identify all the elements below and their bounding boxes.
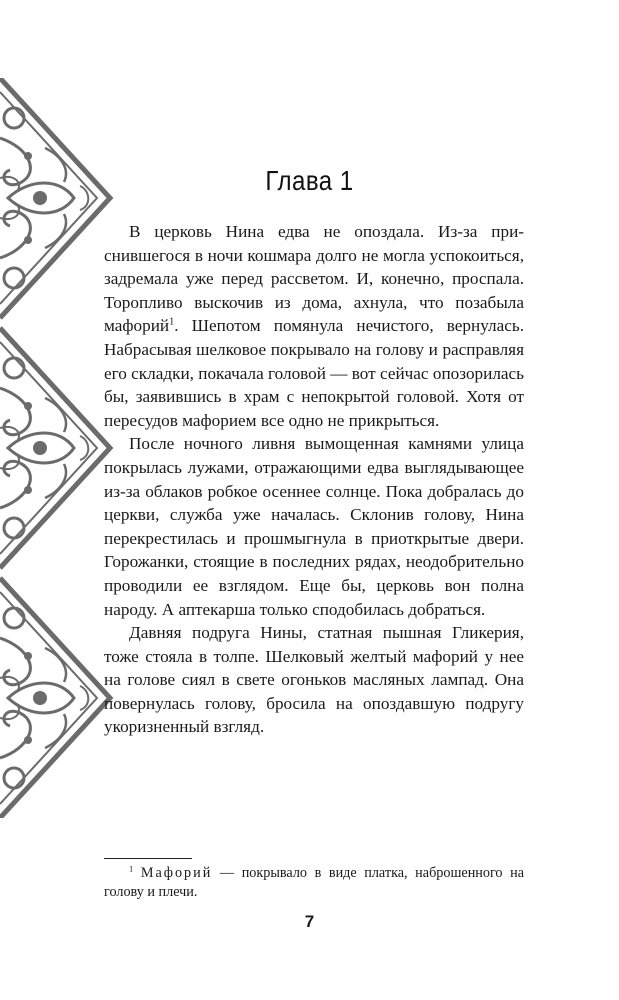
paragraph-2: После ночного ливня вымощенная камнями улица покрылась лужами, отражающими едва выглядывающее из-за облаков робкое осеннее солнце. Пока добралась до церкви, служба уже началась. Склонив голову, Нина перекрестилась и прошмыгнула в приоткрытые двери. Горожанки, стоящие в последних рядах, неодобрительно проводили ее взглядом. Еще бы, церковь вон полна народу. А аптекарша только сподобилась добраться. [104,434,524,619]
chapter-title: Глава 1 [265,165,354,196]
paragraph-1 [104,220,524,432]
footnote [104,864,524,902]
paragraph-1-text-b: . Шепотом помянула нечистого, вернулась. Набрасывая шелковое покрывало на голову и расправляя его складки, покачала головой — вот сейчас опозорилась бы, заявившись в храм с непокрытой головой. Хотя от пересудов мафорием все одно не прикрыться. [104,316,524,430]
page-number: 7 [304,912,315,931]
chapter-body [104,220,524,739]
footnote-mark: 1 [129,863,134,874]
footnote-text: — покрывало в виде платка, наброшенного на голову и плечи. [104,865,525,900]
footnote-term: Мафорий [140,865,213,881]
paragraph-1-text-a: В церковь Нина едва не опоздала. Из-за приснившегося в ночи кошмара долго не могла успокоиться, задремала уже перед рассветом. И, конечно, проспала. Торопливо выскочив из дома, ахнула, что позабыла мафорий [104,222,524,336]
paragraph-3: Давняя подруга Нины, статная пышная Гликерия, тоже стояла в толпе. Шелковый желтый мафорий у нее на голове сиял в свете огоньков масляных лампад. Она повернулась голову, бросила на опоздавшую подругу укоризненный взгляд. [104,623,524,737]
footnote-reference[interactable]: 1 [169,316,175,328]
footnote-divider [104,858,192,859]
